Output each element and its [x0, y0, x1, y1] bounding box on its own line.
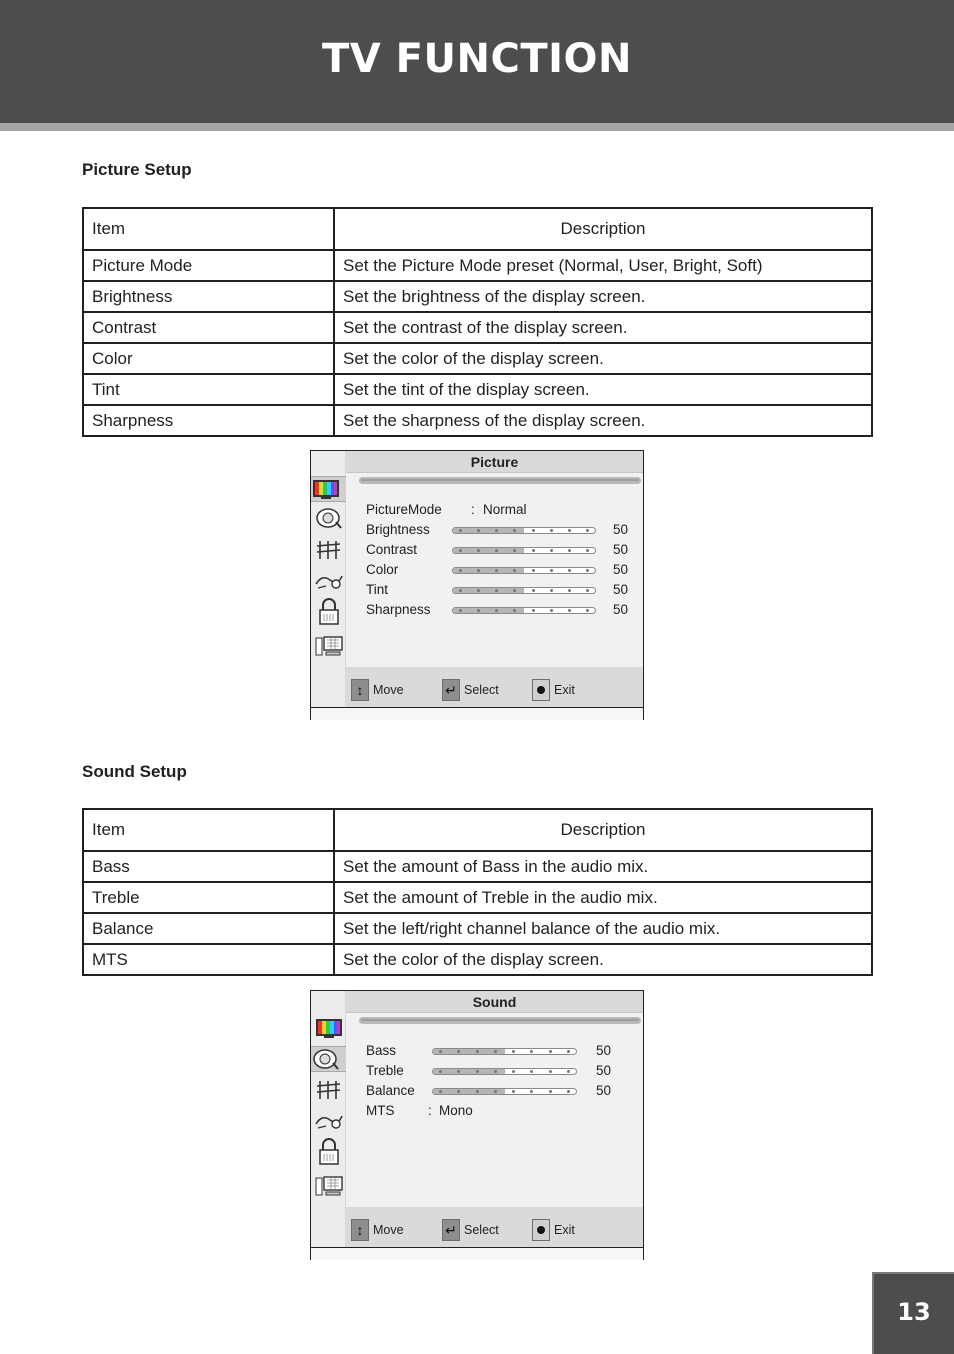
settings-icon: [314, 568, 344, 594]
table-cell-description: Set the brightness of the display screen.: [334, 281, 872, 312]
table-cell-item: Treble: [83, 882, 334, 913]
osd-slider-label: Sharpness: [366, 602, 431, 617]
picture-icon: [314, 1016, 344, 1042]
osd-slider: [452, 607, 596, 614]
table-cell-description: Set the Picture Mode preset (Normal, User, Bright, Soft): [334, 250, 872, 281]
table-cell-description: Set the contrast of the display screen.: [334, 312, 872, 343]
sound-menu-screenshot: [310, 990, 644, 1260]
mts-value: Mono: [439, 1103, 473, 1118]
osd-title: Picture: [470, 454, 519, 470]
enter-key-icon: ↵: [442, 679, 460, 701]
antenna-icon: [314, 1078, 344, 1104]
osd-slider-value: 50: [596, 1043, 612, 1058]
settings-icon: [314, 1108, 344, 1134]
osd-exit-label: Exit: [554, 1223, 575, 1237]
sound-setup-table: [82, 808, 873, 976]
antenna-icon: [314, 538, 344, 564]
table-cell-description: Set the left/right channel balance of the audio mix.: [334, 913, 872, 944]
table-row: [83, 882, 872, 913]
osd-slider: [452, 527, 596, 534]
osd-exit-hint: [532, 679, 575, 701]
osd-footer: [346, 667, 643, 707]
osd-slider-value: 50: [613, 542, 629, 557]
pc-icon: [314, 634, 344, 660]
osd-select-hint: [442, 1219, 499, 1241]
osd-title: Sound: [472, 994, 517, 1010]
picture-setup-table: [82, 207, 873, 437]
table-row: [83, 312, 872, 343]
table-row: [83, 250, 872, 281]
picture-mode-label: PictureMode: [366, 502, 442, 517]
osd-footer: [346, 1207, 643, 1247]
osd-slider-value: 50: [613, 522, 629, 537]
osd-slider-label: Balance: [366, 1083, 415, 1098]
table-header-row: [83, 809, 872, 851]
osd-move-hint: [351, 1219, 404, 1241]
table-cell-item: Brightness: [83, 281, 334, 312]
table-cell-description: Set the tint of the display screen.: [334, 374, 872, 405]
osd-bottom-strip: [311, 1247, 643, 1260]
osd-slider-value: 50: [613, 562, 629, 577]
table-cell-item: Bass: [83, 851, 334, 882]
osd-slider: [432, 1068, 577, 1075]
table-cell-description: Set the sharpness of the display screen.: [334, 405, 872, 436]
table-cell-description: Set the amount of Bass in the audio mix.: [334, 851, 872, 882]
osd-slider: [432, 1048, 577, 1055]
osd-slider-value: 50: [596, 1083, 612, 1098]
table-cell-item: Picture Mode: [83, 250, 334, 281]
table-header-description: Description: [334, 208, 872, 250]
osd-scrollbar: [359, 477, 641, 484]
osd-slider-label: Contrast: [366, 542, 418, 557]
page-number: 13: [897, 1298, 931, 1326]
osd-slider: [452, 587, 596, 594]
table-cell-description: Set the color of the display screen.: [334, 343, 872, 374]
page-title: TV FUNCTION: [322, 36, 632, 82]
table-row: [83, 374, 872, 405]
osd-slider: [452, 567, 596, 574]
table-header-row: [83, 208, 872, 250]
picture-mode-separator: :: [471, 502, 475, 517]
move-arrows-icon: ↕: [351, 679, 369, 701]
osd-select-label: Select: [464, 1223, 499, 1237]
osd-exit-label: Exit: [554, 683, 575, 697]
table-cell-description: Set the amount of Treble in the audio mix.: [334, 882, 872, 913]
table-cell-description: Set the color of the display screen.: [334, 944, 872, 975]
table-row: [83, 343, 872, 374]
exit-dot-icon: [532, 1219, 550, 1241]
mts-label: MTS: [366, 1103, 395, 1118]
table-header-description: Description: [334, 809, 872, 851]
lock-icon: [314, 1138, 344, 1164]
picture-icon: [311, 476, 346, 502]
lock-icon: [314, 598, 344, 624]
table-header-item: Item: [83, 208, 334, 250]
osd-slider: [432, 1088, 577, 1095]
page-number-box: [872, 1272, 954, 1354]
picture-menu-screenshot: [310, 450, 644, 720]
osd-slider-label: Bass: [366, 1043, 397, 1058]
osd-select-hint: [442, 679, 499, 701]
table-cell-item: Balance: [83, 913, 334, 944]
osd-slider-label: Treble: [366, 1063, 404, 1078]
osd-move-hint: [351, 679, 404, 701]
table-row: [83, 405, 872, 436]
sound-setup-heading: Sound Setup: [82, 762, 187, 781]
osd-slider-label: Brightness: [366, 522, 430, 537]
osd-slider-value: 50: [613, 602, 629, 617]
osd-select-label: Select: [464, 683, 499, 697]
osd-slider-label: Tint: [366, 582, 389, 597]
table-row: [83, 913, 872, 944]
osd-bottom-strip: [311, 707, 643, 720]
table-header-item: Item: [83, 809, 334, 851]
enter-key-icon: ↵: [442, 1219, 460, 1241]
osd-scrollbar: [359, 1017, 641, 1024]
pc-icon: [314, 1174, 344, 1200]
mts-separator: :: [428, 1103, 432, 1118]
osd-move-label: Move: [373, 1223, 404, 1237]
move-arrows-icon: ↕: [351, 1219, 369, 1241]
table-row: [83, 281, 872, 312]
table-cell-item: Tint: [83, 374, 334, 405]
table-cell-item: Color: [83, 343, 334, 374]
osd-exit-hint: [532, 1219, 575, 1241]
osd-slider: [452, 547, 596, 554]
table-cell-item: Contrast: [83, 312, 334, 343]
table-cell-item: Sharpness: [83, 405, 334, 436]
header-divider: [0, 123, 954, 131]
osd-slider-value: 50: [596, 1063, 612, 1078]
exit-dot-icon: [532, 679, 550, 701]
table-row: [83, 944, 872, 975]
table-row: [83, 851, 872, 882]
sound-icon: [311, 1046, 346, 1072]
picture-setup-heading: Picture Setup: [82, 160, 192, 179]
picture-mode-value: Normal: [483, 502, 527, 517]
sound-icon: [314, 506, 344, 532]
osd-move-label: Move: [373, 683, 404, 697]
table-cell-item: MTS: [83, 944, 334, 975]
osd-slider-value: 50: [613, 582, 629, 597]
osd-slider-label: Color: [366, 562, 399, 577]
